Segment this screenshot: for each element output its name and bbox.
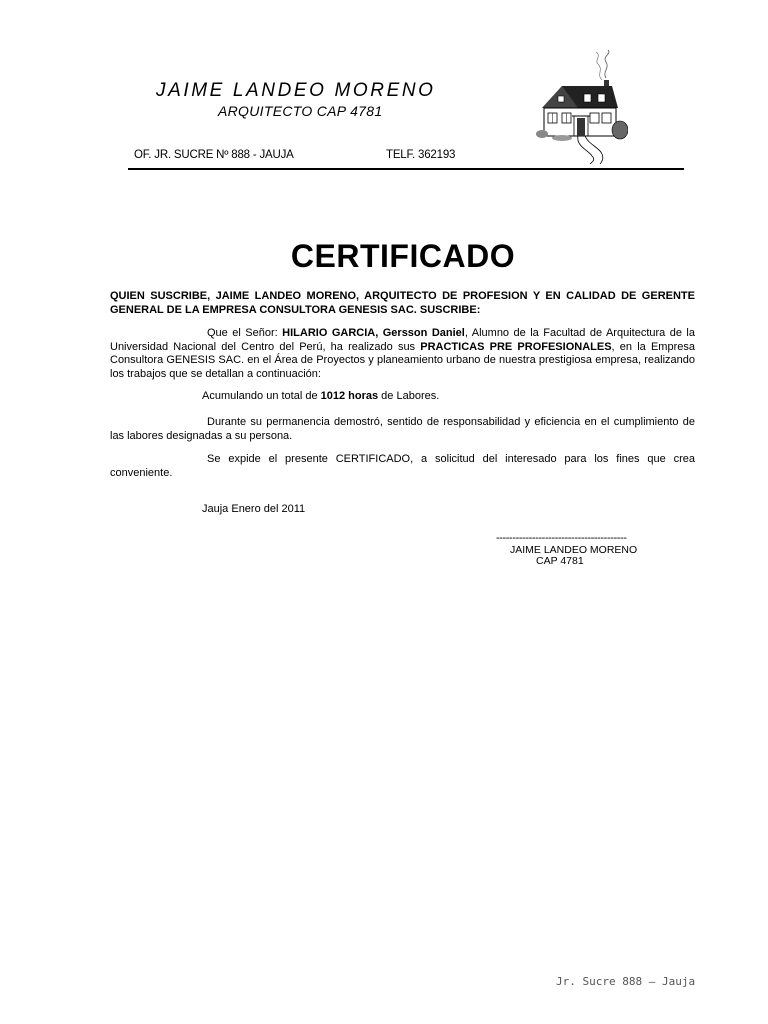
certificate-title: CERTIFICADO <box>290 238 516 274</box>
total-hours: 1012 horas <box>320 390 379 402</box>
header-name: JAIME LANDEO MORENO <box>156 80 436 101</box>
footer-address: Jr. Sucre 888 – Jauja <box>556 975 696 988</box>
hours-paragraph <box>110 390 695 404</box>
student-name: HILARIO GARCIA, Gersson Daniel <box>282 327 465 339</box>
signatory-name: JAIME LANDEO MORENO <box>510 544 638 556</box>
p4-text: Se expide el presente CERTIFICADO, a solicitud del interesado para los fines que crea conveniente. <box>110 453 695 479</box>
p3-text: Durante su permanencia demostró, sentido de responsabilidad y eficiencia en el cumplimiento de las labores designadas a su persona. <box>110 416 695 442</box>
p2-suffix: de Labores. <box>378 390 440 402</box>
practice-type: PRACTICAS PRE PROFESIONALES <box>420 340 612 353</box>
issuance-paragraph <box>110 453 695 480</box>
p1-suffix: , en la Empresa Consultora GENESIS SAC. en el Área de Proyectos y planeamiento urbano de nuestra prestigiosa empresa, realizando los trabajos que se detallan a continuación: <box>110 340 695 380</box>
house-icon <box>532 50 628 164</box>
student-paragraph <box>110 327 695 381</box>
header-title: ARQUITECTO CAP 4781 <box>218 103 383 119</box>
signatory-cap: CAP 4781 <box>536 555 584 567</box>
p2-prefix: Acumulando un total de <box>202 390 321 402</box>
header-office: OF. JR. SUCRE Nº 888 - JAUJA <box>134 149 294 161</box>
signature-line: ---------------------------------------- <box>496 532 627 544</box>
conduct-paragraph <box>110 416 695 443</box>
header-divider <box>128 168 684 170</box>
p1-prefix: Que el Señor: <box>207 327 283 339</box>
p1-mid: , Alumno de la Facultad de Arquitectura de la Universidad Nacional del Centro del Perú, ha realizado sus <box>110 327 695 353</box>
header-phone: TELF. 362193 <box>386 149 456 161</box>
intro-paragraph: QUIEN SUSCRIBE, JAIME LANDEO MORENO, ARQUITECTO DE PROFESION Y EN CALIDAD DE GERENTE GENERAL DE LA EMPRESA CONSULTORA GENESIS SAC. SUSCRIBE: <box>110 290 695 316</box>
issue-date: Jauja Enero del 2011 <box>202 503 306 515</box>
